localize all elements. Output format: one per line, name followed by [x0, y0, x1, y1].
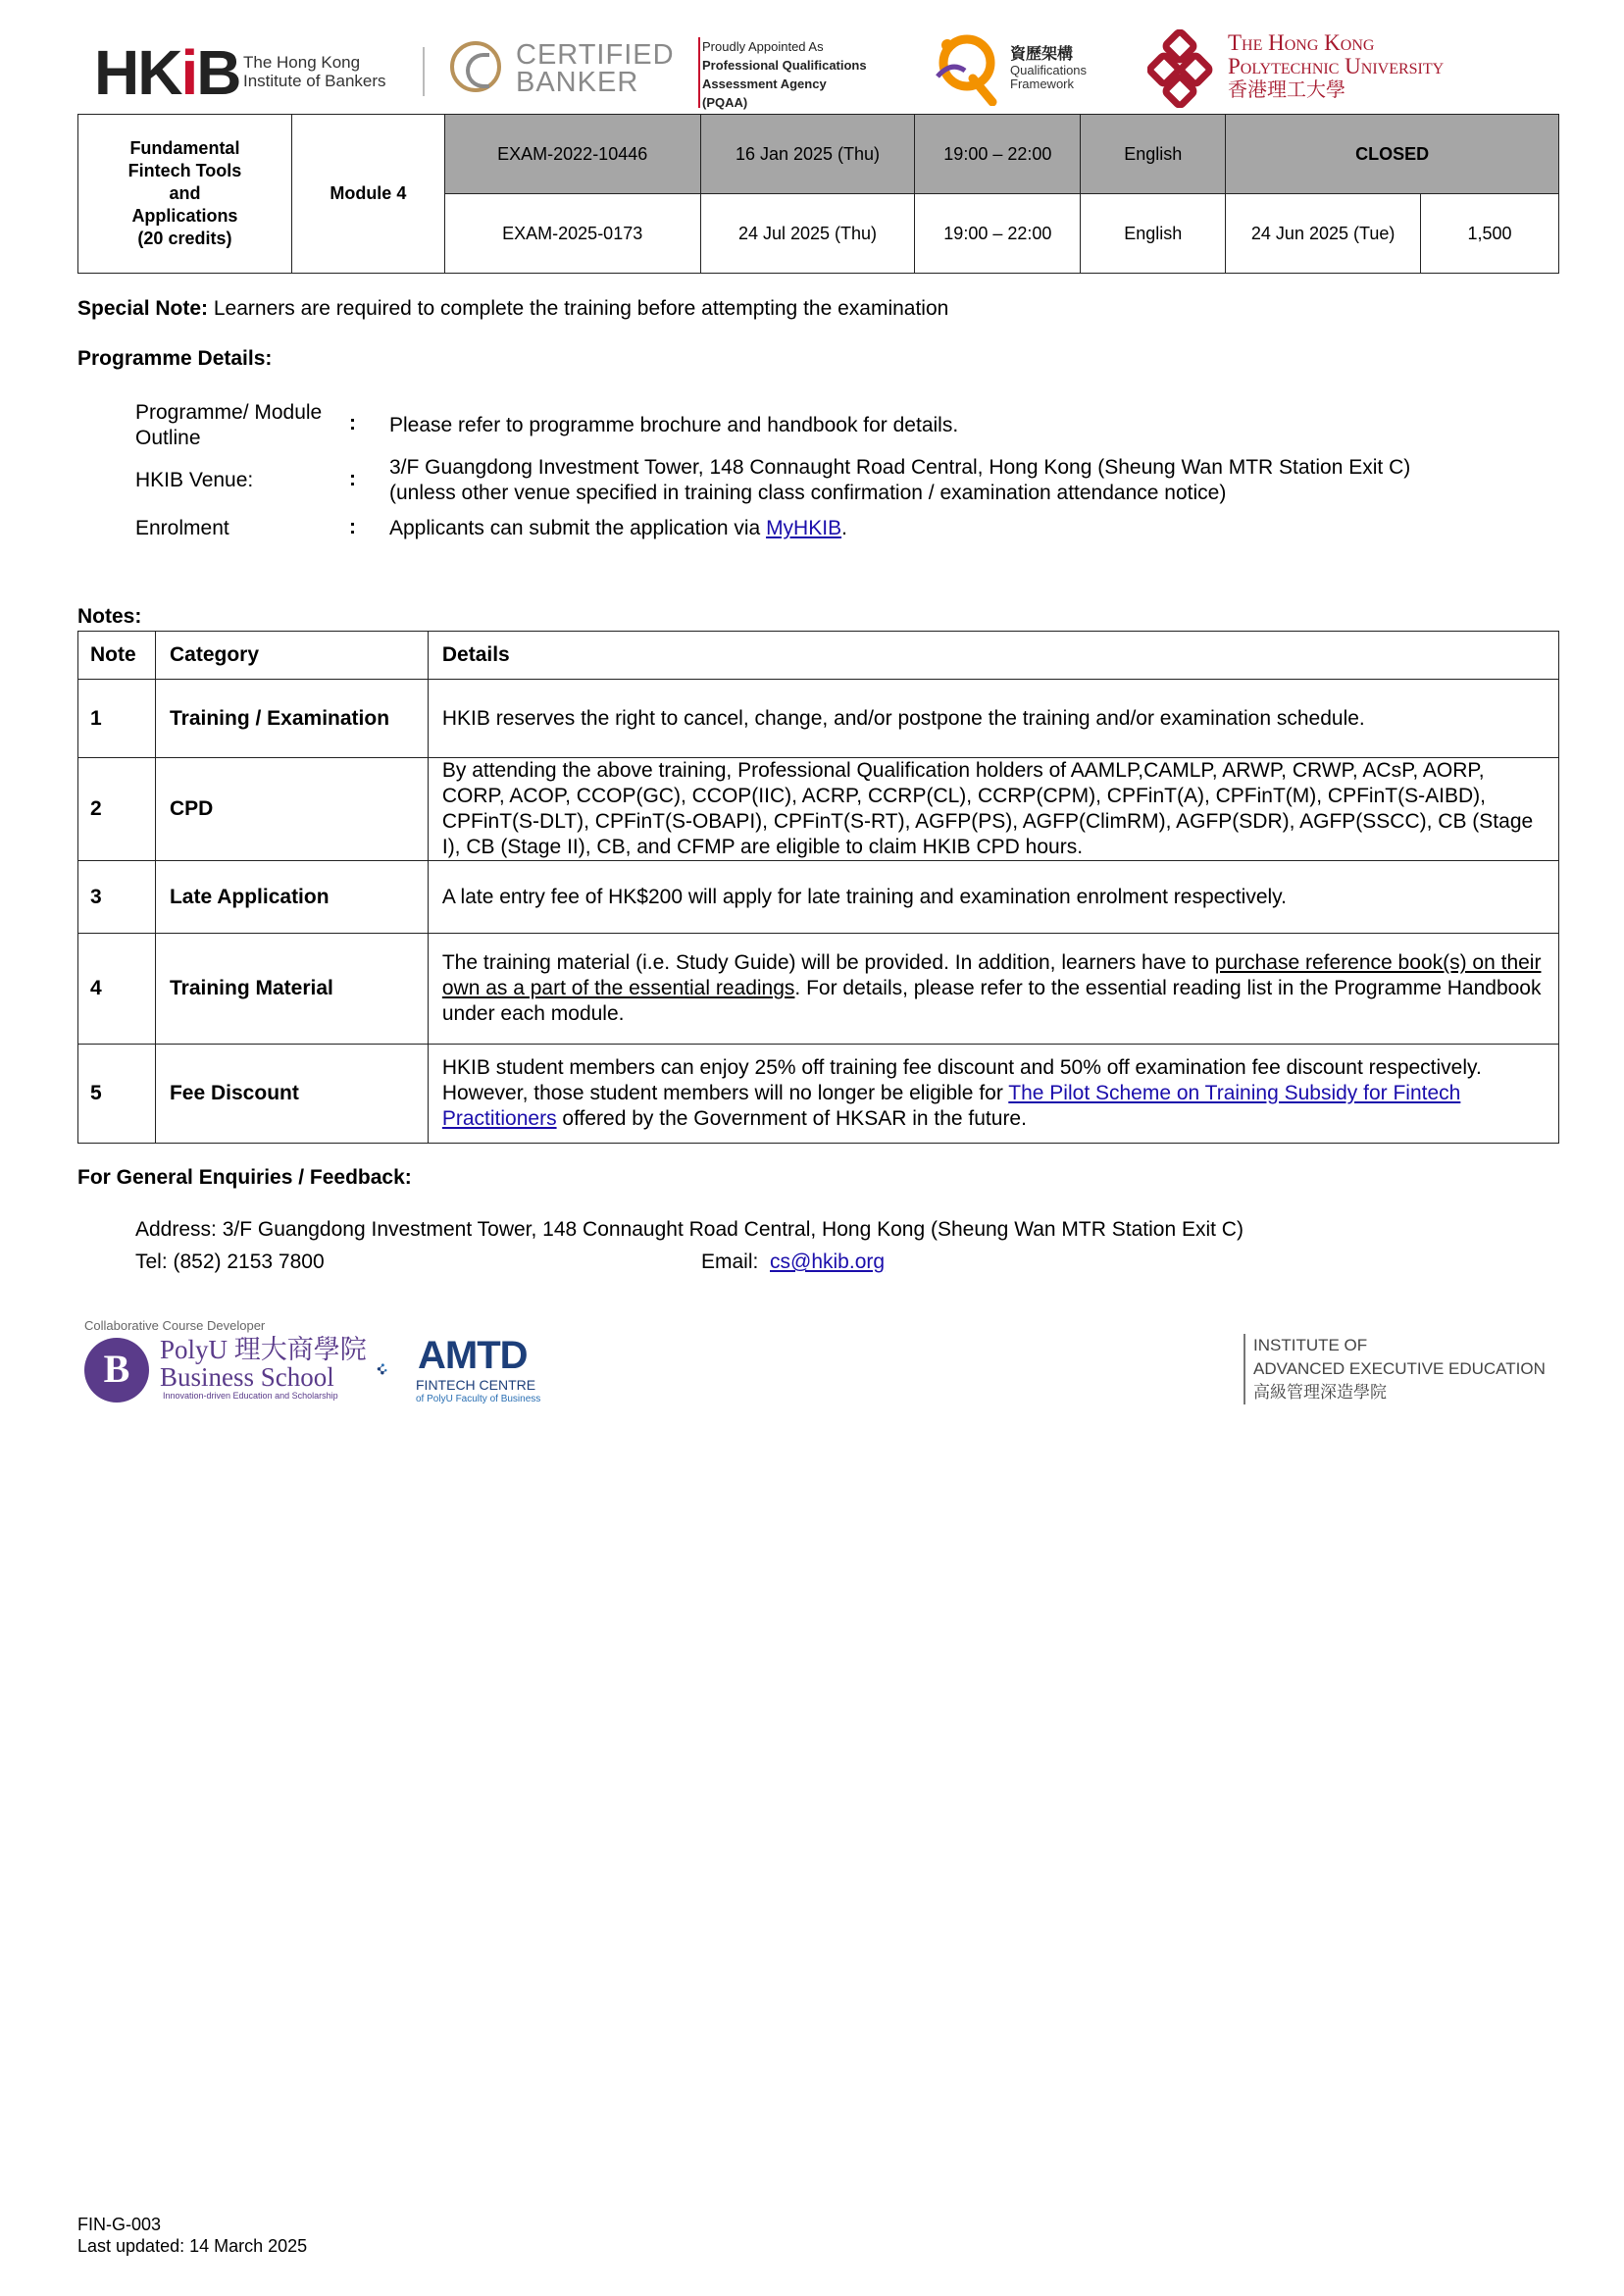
polyu-b-letter: B [103, 1347, 130, 1391]
enrolment-label: Enrolment [135, 517, 229, 539]
myhkib-link[interactable]: MyHKIB [766, 517, 842, 539]
special-note-label: Special Note: [77, 297, 209, 320]
language-cell: English [1081, 194, 1226, 274]
date-cell: 24 Jul 2025 (Thu) [700, 194, 915, 274]
col-category-header: Category [155, 632, 428, 680]
divider [698, 37, 700, 108]
schedule-table [77, 114, 1559, 274]
enrolment-tail: . [841, 517, 847, 539]
course-title-cell [78, 115, 292, 274]
venue-value [389, 455, 1410, 506]
cb-line1: CERTIFIED [516, 39, 675, 71]
last-updated: Last updated: 14 March 2025 [77, 2236, 308, 2256]
email-link[interactable]: cs@hkib.org [770, 1250, 886, 1273]
note-row [78, 1045, 1559, 1144]
venue-value-line: (unless other venue specified in training class confirmation / examination attendance notice) [389, 482, 1227, 504]
note-number: 4 [78, 934, 156, 1045]
pqaa-line4: (PQAA) [702, 95, 748, 110]
note-details: A late entry fee of HK$200 will apply for late training and examination enrolment respectively. [428, 861, 1558, 934]
exam-code-cell: EXAM-2025-0173 [444, 194, 700, 274]
note-category: Training Material [155, 934, 428, 1045]
polyu-bs-line2: Business School [160, 1362, 334, 1392]
deadline-cell: 24 Jun 2025 (Tue) [1226, 194, 1421, 274]
document-code: FIN-G-003 [77, 2215, 162, 2234]
polyu-zh: 香港理工大學 [1228, 79, 1345, 101]
note-details [428, 934, 1558, 1045]
language-cell: English [1081, 115, 1226, 194]
pqaa-text [702, 37, 867, 112]
outline-label-line: Outline [135, 427, 201, 449]
enquiries-address: Address: 3/F Guangdong Investment Tower, 148 Connaught Road Central, Hong Kong (Sheung Wan MTR Station Exit C) [135, 1218, 1243, 1241]
amtd-sub2: of PolyU Faculty of Business [416, 1394, 541, 1404]
outline-value: Please refer to programme brochure and handbook for details. [389, 414, 959, 436]
header-logos [84, 27, 1553, 116]
amtd-logo: AMTD [418, 1334, 528, 1377]
fee-cell: 1,500 [1421, 194, 1559, 274]
hkib-name-line1: The Hong Kong [243, 53, 361, 72]
note-category: CPD [155, 758, 428, 861]
notes-heading: Notes: [77, 605, 142, 628]
note-number: 3 [78, 861, 156, 934]
exam-code-cell: EXAM-2022-10446 [444, 115, 700, 194]
hkib-name-line2: Institute of Bankers [243, 72, 386, 90]
polyu-business-school-icon [84, 1338, 149, 1403]
enquiries-email [701, 1250, 885, 1274]
hkib-logo-name [243, 53, 386, 90]
colon: : [349, 468, 356, 490]
polyu-emblem-icon [1147, 29, 1226, 108]
note-details: By attending the above training, Professional Qualification holders of AAMLP,CAMLP, ARWP, CRWP, ACsP, AORP, CORP, ACOP, CCOP(GC), CCOP(IIC), ACRP, CCRP(CL), CCRP(CPM), CPFinT(A), CPFinT(M), CPFinT(S-AIBD), CPFinT(S-DLT), CPFinT(S-OBAPI), CPFinT(S-RT), AGFP(PS), AGFP(ClimRM), AGFP(SDR), AGFP(SSCC), CB (Stage I), CB (Stage II), CB, and CFMP are eligible to claim HKIB CPD hours. [428, 758, 1558, 861]
pqaa-line1: Proudly Appointed As [702, 39, 824, 54]
pqaa-line2: Professional Qualifications [702, 58, 867, 73]
date-cell: 16 Jan 2025 (Thu) [700, 115, 915, 194]
module-cell: Module 4 [291, 115, 444, 274]
pqaa-line3: Assessment Agency [702, 77, 827, 91]
hkib-logo: HKiB [94, 37, 240, 108]
qf-zh: 資歷架構 [1010, 46, 1074, 63]
note-details-text: . For details, please refer to the essential reading list in the Programme Handbook under each module. [441, 977, 1542, 1025]
schedule-row [78, 115, 1559, 194]
iaee-line3: 高級管理深造學院 [1253, 1383, 1387, 1402]
course-line: Fintech Tools [127, 161, 242, 180]
note-category: Fee Discount [155, 1045, 428, 1144]
enrolment-text: Applicants can submit the application via [389, 517, 767, 539]
note-details-text: HKIB student members can enjoy 25% off training fee discount and 50% off examination fee discount respectively. However, those student members will no longer be eligible for [441, 1056, 1482, 1104]
polyu-line1: The Hong Kong [1228, 30, 1375, 55]
polyu-bs-tagline: Innovation-driven Education and Scholarship [163, 1391, 338, 1401]
note-row [78, 861, 1559, 934]
note-row [78, 758, 1559, 861]
venue-value-line: 3/F Guangdong Investment Tower, 148 Connaught Road Central, Hong Kong (Sheung Wan MTR Station Exit C) [389, 456, 1411, 479]
polyu-line2: Polytechnic University [1228, 54, 1445, 78]
col-details-header: Details [428, 632, 1558, 680]
email-label: Email: [701, 1250, 771, 1273]
cb-line2: BANKER [516, 67, 639, 98]
venue-label: HKIB Venue: [135, 469, 254, 491]
amtd-sub1: FINTECH CENTRE [416, 1377, 536, 1393]
collab-developer-label: Collaborative Course Developer [84, 1318, 266, 1333]
notes-table [77, 631, 1559, 1144]
certified-banker-logo [516, 41, 675, 96]
note-row [78, 934, 1559, 1045]
special-note [77, 297, 948, 321]
note-number: 1 [78, 680, 156, 758]
polyu-business-school-logo [160, 1336, 367, 1391]
colon: : [349, 516, 356, 538]
time-cell: 19:00 – 22:00 [915, 194, 1081, 274]
time-cell: 19:00 – 22:00 [915, 115, 1081, 194]
col-note-header: Note [78, 632, 156, 680]
iaee-logo [1243, 1334, 1546, 1404]
enquiries-heading: For General Enquiries / Feedback: [77, 1166, 412, 1189]
enrolment-value [389, 516, 847, 541]
qualifications-framework-logo [1010, 45, 1087, 91]
iaee-line2: ADVANCED EXECUTIVE EDUCATION [1253, 1359, 1546, 1378]
note-row [78, 680, 1559, 758]
course-line: Applications [131, 206, 238, 226]
status-cell: CLOSED [1226, 115, 1559, 194]
note-details-underlined: purchase reference book(s) on their own as a part of the essential readings [441, 951, 1542, 999]
qualifications-framework-icon [930, 31, 1002, 106]
note-category: Training / Examination [155, 680, 428, 758]
qf-line2: Framework [1010, 77, 1075, 91]
note-details-text: The training material (i.e. Study Guide) will be provided. In addition, learners have to [441, 951, 1215, 974]
enquiries-tel: Tel: (852) 2153 7800 [135, 1250, 325, 1273]
document-footer [77, 2214, 307, 2257]
course-line: Fundamental [129, 138, 240, 158]
course-line: and [169, 183, 201, 203]
course-line: (20 credits) [137, 229, 232, 248]
qf-line1: Qualifications [1010, 63, 1088, 77]
note-number: 5 [78, 1045, 156, 1144]
note-details [428, 1045, 1558, 1144]
polyu-logo [1228, 31, 1444, 102]
note-details: HKIB reserves the right to cancel, change, and/or postpone the training and/or examination schedule. [428, 680, 1558, 758]
amtd-molecule-icon [377, 1336, 420, 1404]
outline-label [135, 400, 322, 451]
programme-details-heading: Programme Details: [77, 347, 273, 370]
pilot-scheme-link[interactable]: The Pilot Scheme on Training Subsidy for Fintech Practitioners [441, 1082, 1461, 1130]
certified-banker-icon [450, 41, 501, 92]
note-category: Late Application [155, 861, 428, 934]
colon: : [349, 412, 356, 434]
divider [423, 47, 425, 96]
note-number: 2 [78, 758, 156, 861]
special-note-text: Learners are required to complete the training before attempting the examination [208, 297, 949, 320]
outline-label-line: Programme/ Module [135, 401, 323, 424]
notes-header-row [78, 632, 1559, 680]
polyu-bs-line1: PolyU 理大商學院 [160, 1335, 367, 1364]
note-details-text: offered by the Government of HKSAR in the future. [556, 1107, 1027, 1130]
iaee-line1: INSTITUTE OF [1253, 1336, 1368, 1354]
